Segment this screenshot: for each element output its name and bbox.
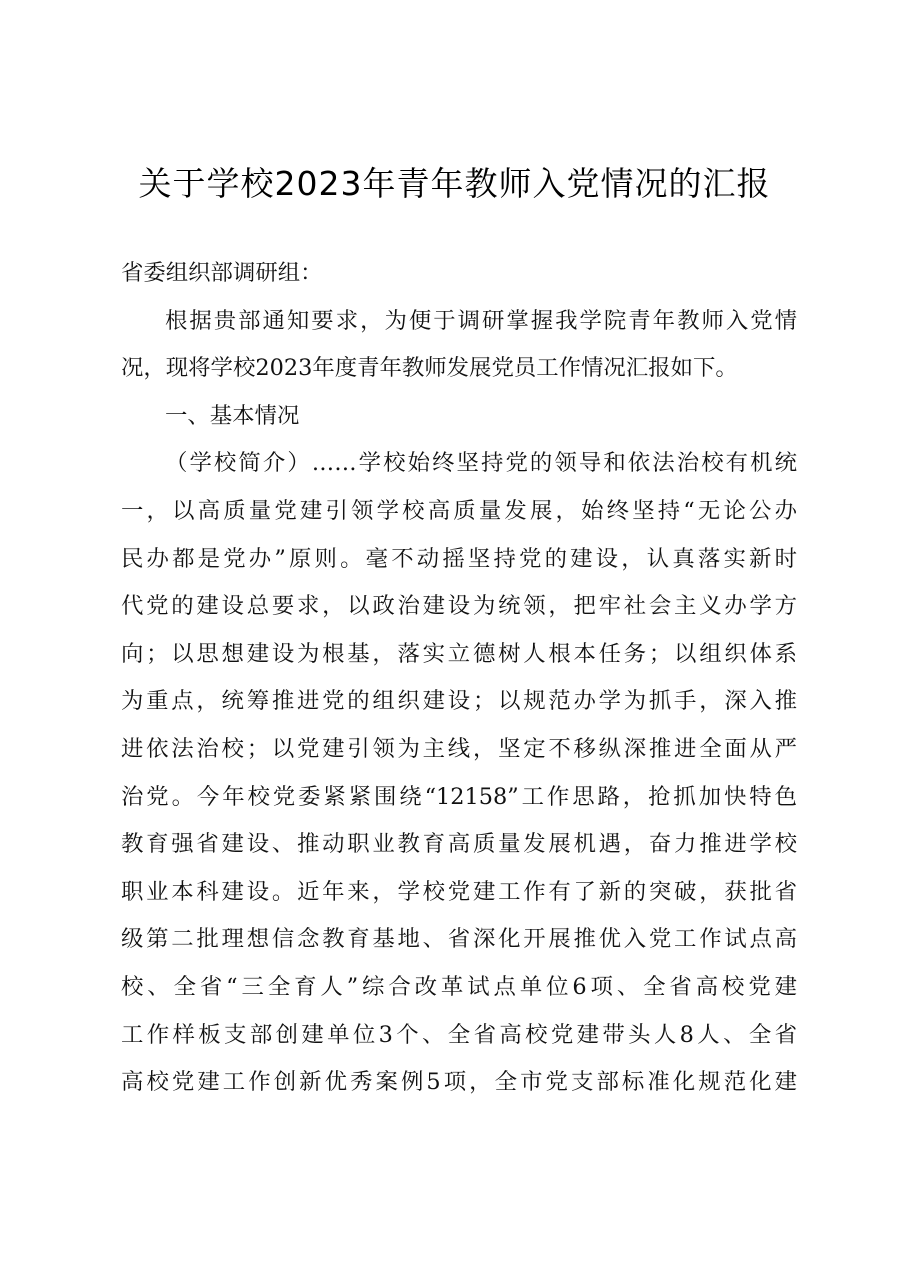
document-title: 关于学校2023年青年教师入党情况的汇报 — [138, 164, 771, 203]
paragraph-line: 治党。今年校党委紧紧围绕“12158”工作思路，抢抓加快特色 — [121, 783, 797, 810]
paragraph-line: 进依法治校；以党建引领为主线，坚定不移纵深推进全面从严 — [121, 735, 797, 762]
salutation: 省委组织部调研组： — [121, 260, 323, 286]
paragraph-line: 民办都是党办”原则。毫不动摇坚持党的建设，认真落实新时 — [121, 545, 797, 572]
paragraph-line: 职业本科建设。近年来，学校党建工作有了新的突破，获批省 — [121, 878, 797, 905]
paragraph-line: （学校简介）……学校始终坚持党的领导和依法治校有机统 — [165, 450, 797, 477]
paragraph-line: 工作样板支部创建单位3个、全省高校党建带头人8人、全省 — [121, 1021, 797, 1048]
paragraph-line: 教育强省建设、推动职业教育高质量发展机遇，奋力推进学校 — [121, 831, 797, 858]
paragraph-line: 高校党建工作创新优秀案例5项，全市党支部标准化规范化建 — [121, 1069, 797, 1096]
document-body — [121, 250, 797, 1107]
paragraph-line: 代党的建设总要求，以政治建设为统领，把牢社会主义办学方 — [121, 593, 797, 620]
section-heading: 一、基本情况 — [165, 402, 300, 429]
paragraph-line: 一，以高质量党建引领学校高质量发展，始终坚持“无论公办 — [121, 497, 797, 524]
paragraph-line: 级第二批理想信念教育基地、省深化开展推优入党工作试点高 — [121, 926, 797, 953]
paragraph-line: 况，现将学校2023年度青年教师发展党员工作情况汇报如下。 — [121, 355, 738, 382]
paragraph-line: 为重点，统筹推进党的组织建设；以规范办学为抓手，深入推 — [121, 688, 797, 715]
paragraph-line: 根据贵部通知要求，为便于调研掌握我学院青年教师入党情 — [165, 307, 797, 334]
paragraph-line: 向；以思想建设为根基，落实立德树人根本任务；以组织体系 — [121, 640, 797, 667]
paragraph-line: 校、全省“三全育人”综合改革试点单位6项、全省高校党建 — [121, 973, 797, 1000]
